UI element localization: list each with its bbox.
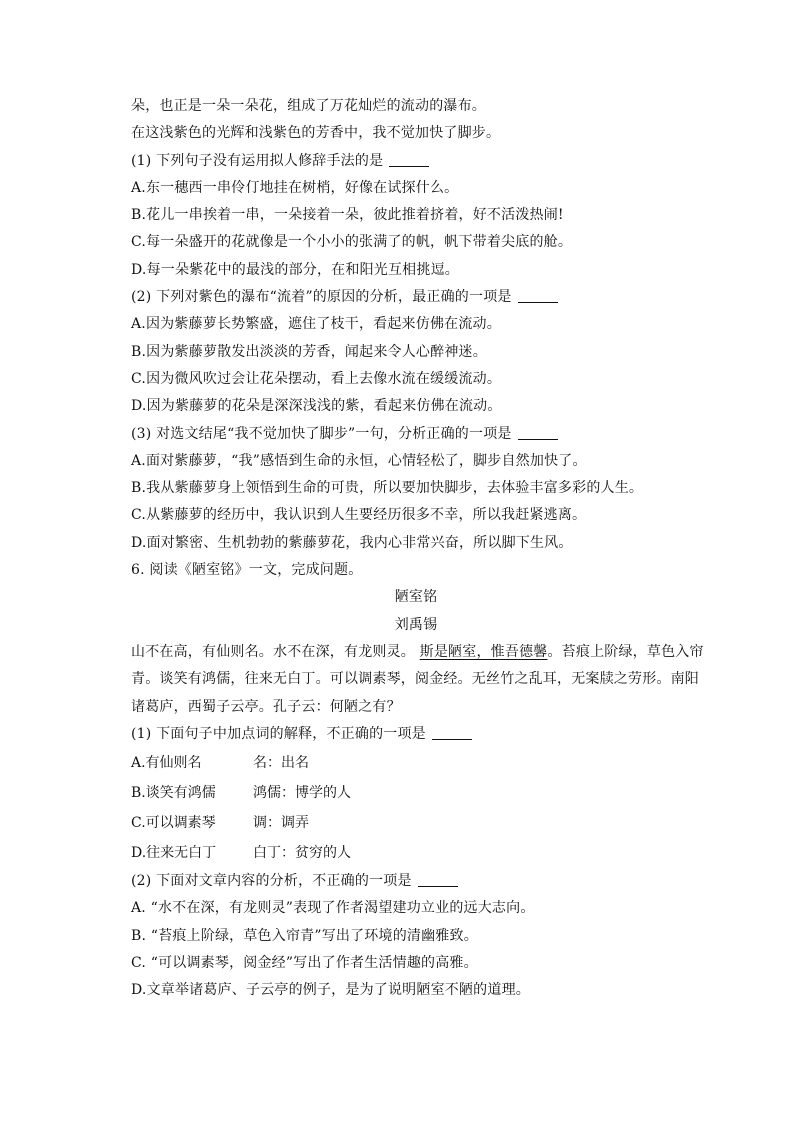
- answer-option: A.东一穗西一串伶仃地挂在树梢，好像在试探什么。: [131, 179, 459, 196]
- answer-option: B.花儿一串挨着一串，一朵接着一朵，彼此推着挤着，好不活泼热闹!: [131, 207, 564, 224]
- question-stem: [131, 721, 701, 748]
- poem-author: 刘禹锡: [394, 616, 438, 633]
- answer-option: A. “水不在深，有龙则灵”表现了作者渴望建功立业的远大志向。: [131, 900, 535, 917]
- answer-option: B. “苔痕上阶绿，草色入帘青”写出了环境的清幽雅致。: [131, 927, 478, 944]
- gloss-meaning: 调：调弄: [253, 815, 309, 832]
- answer-option: C.每一朵盛开的花就像是一个小小的张满了的帆，帆下带着尖底的舱。: [131, 234, 573, 251]
- poem-text-segment: 山不在高，有仙则名。水不在深，有龙则灵。: [131, 643, 415, 660]
- gloss-phrase: D.往来无白丁: [131, 845, 217, 862]
- question-intro: 6. 阅读《陋室铭》一文，完成问题。: [131, 562, 363, 579]
- poem-title: 陋室铭: [394, 589, 438, 606]
- gloss-meaning: 白丁：贫穷的人: [253, 845, 351, 862]
- gloss-row: [131, 748, 701, 778]
- gloss-row: [131, 778, 701, 808]
- answer-option: D.因为紫藤萝的花朵是深深浅浅的紫，看起来仿佛在流动。: [131, 398, 502, 415]
- question-stem-text: (3) 对选文结尾“我不觉加快了脚步”一句，分析正确的一项是: [131, 425, 512, 442]
- question-stem-text: (2) 下面对文章内容的分析，不正确的一项是: [131, 873, 412, 890]
- answer-option: C. “可以调素琴，阅金经”写出了作者生活情趣的高雅。: [131, 955, 478, 972]
- answer-blank: [389, 152, 429, 167]
- gloss-row: [131, 838, 701, 868]
- question-stem: [131, 868, 701, 895]
- answer-option: C.因为微风吹过会让花朵摆动，看上去像水流在缓缓流动。: [131, 370, 502, 387]
- answer-option: B.我从紫藤萝身上领悟到生命的可贵，所以要加快脚步，去体验丰富多彩的人生。: [131, 480, 644, 497]
- answer-option: B.因为紫藤萝散发出淡淡的芳香，闻起来令人心醉神迷。: [131, 343, 487, 360]
- answer-blank: [518, 288, 558, 303]
- poem-text-line: 青。谈笑有鸿儒，往来无白丁。可以调素琴，阅金经。无丝竹之乱耳，无案牍之劳形。南阳: [131, 671, 699, 688]
- question-stem: [131, 148, 701, 175]
- poem-text-line: 诸葛庐，西蜀子云亭。孔子云：何陋之有？: [131, 698, 401, 715]
- passage-line: 朵，也正是一朵一朵花，组成了万花灿烂的流动的瀑布。: [131, 98, 486, 114]
- poem-text-segment: 。苔痕上阶绿，草色入帘: [547, 643, 704, 660]
- gloss-row: [131, 808, 701, 838]
- gloss-meaning: 鸿儒：博学的人: [253, 785, 351, 802]
- answer-option: D.每一朵紫花中的最浅的部分，在和阳光互相挑逗。: [131, 261, 459, 278]
- question-stem: [131, 284, 701, 311]
- answer-option: C.从紫藤萝的经历中，我认识到人生要经历很多不幸，所以我赶紧逃离。: [131, 507, 587, 524]
- document-page: [131, 93, 704, 1005]
- answer-option: D.文章举诸葛庐、子云亭的例子，是为了说明陋室不陋的道理。: [131, 982, 530, 999]
- answer-blank: [432, 725, 472, 740]
- poem-text-line: [131, 639, 704, 666]
- answer-blank: [418, 872, 458, 887]
- question-stem-text: (2) 下列对紫色的瀑布“流着”的原因的分析，最正确的一项是: [131, 289, 512, 306]
- underlined-phrase: 斯是陋室，惟吾德馨: [419, 643, 548, 660]
- answer-option: D.面对繁密、生机勃勃的紫藤萝花，我内心非常兴奋，所以脚下生风。: [131, 534, 573, 551]
- answer-option: A.因为紫藤萝长势繁盛，遮住了枝干，看起来仿佛在流动。: [131, 316, 501, 333]
- gloss-phrase: A.有仙则名: [131, 755, 202, 772]
- gloss-meaning: 名：出名: [253, 755, 309, 772]
- passage-line: 在这浅紫色的光辉和浅紫色的芳香中，我不觉加快了脚步。: [131, 125, 501, 142]
- answer-blank: [518, 425, 558, 440]
- gloss-phrase: B.谈笑有鸿儒: [131, 785, 216, 802]
- gloss-phrase: C.可以调素琴: [131, 815, 216, 832]
- answer-option: A.面对紫藤萝，“我”感悟到生命的永恒，心情轻松了，脚步自然加快了。: [131, 452, 587, 469]
- question-stem: [131, 421, 701, 448]
- question-stem-text: (1) 下列句子没有运用拟人修辞手法的是: [131, 152, 384, 169]
- question-stem-text: (1) 下面句子中加点词的解释，不正确的一项是: [131, 725, 426, 742]
